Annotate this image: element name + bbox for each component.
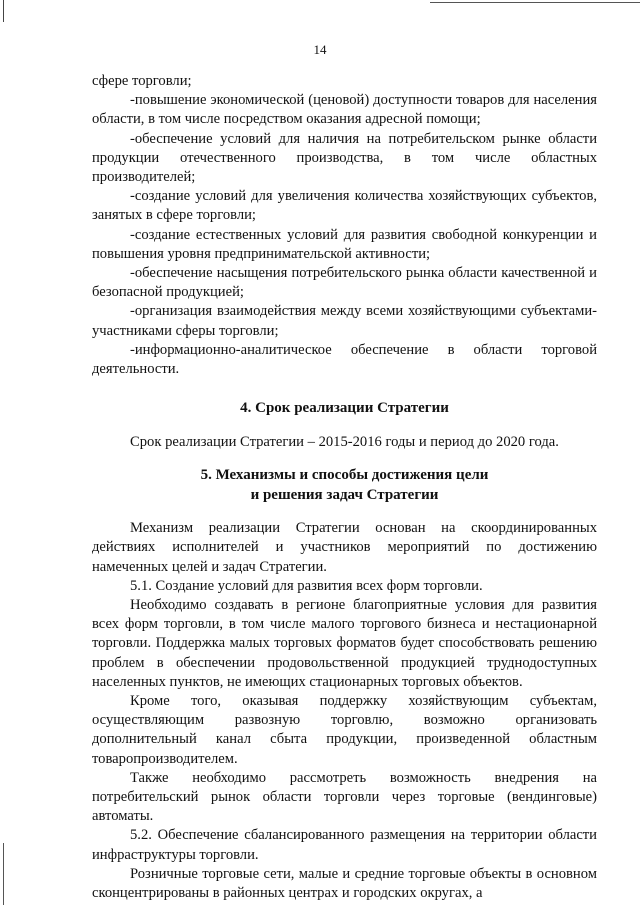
document-body — [92, 72, 597, 903]
scan-border-left — [3, 0, 4, 22]
list-item: -обеспечение условий для наличия на потребительском рынке области продукции отечественного производства, в том числе областных производителей; — [92, 130, 597, 186]
paragraph: сфере торговли; — [92, 73, 192, 89]
paragraph: Срок реализации Стратегии – 2015-2016 годы и период до 2020 года. — [130, 433, 559, 450]
paragraph: Необходимо создавать в регионе благоприятные условия для развития всех форм торговли, в том числе малого торгового бизнеса и нестационарной торговли. Поддержка малых торговых форматов будет способствовать решению проблем в обеспечении продовольственной продукцией труднодоступных населенных пунктов, не имеющих стационарных торговых объектов. — [92, 597, 597, 690]
list-item: -создание условий для увеличения количества хозяйствующих субъектов, занятых в сфере торговли; — [92, 188, 597, 224]
section-heading-line2: и решения задач Стратегии — [250, 486, 439, 503]
section-heading-line1: 5. Механизмы и способы достижения цели — [200, 467, 489, 484]
paragraph: Кроме того, оказывая поддержку хозяйствующим субъектам, осуществляющим развозную торговлю, возможно организовать дополнительный канал сбыта продукции, произведенной областным товаропроизводителем. — [92, 693, 597, 767]
paragraph: Механизм реализации Стратегии основан на скоординированных действиях исполнителей и участников мероприятий по достижению намеченных целей и задач Стратегии. — [92, 520, 597, 575]
subsection-heading: 5.1. Создание условий для развития всех форм торговли. — [130, 577, 483, 594]
section-heading: 4. Срок реализации Стратегии — [240, 400, 449, 417]
list-item: -создание естественных условий для развития свободной конкуренции и повышения уровня предпринимательской активности; — [92, 226, 597, 262]
scan-border-top — [430, 2, 640, 3]
list-item: -информационно-аналитическое обеспечение в области торговой деятельности. — [92, 341, 597, 378]
paragraph: Также необходимо рассмотреть возможность внедрения на потребительский рынок области торговли через торговые (вендинговые) автоматы. — [92, 769, 597, 825]
paragraph: Розничные торговые сети, малые и средние торговые объекты в основном сконцентрированы в районных центрах и городских округах, а — [92, 865, 597, 902]
page-number: 14 — [313, 42, 327, 57]
list-item: -повышение экономической (ценовой) доступности товаров для населения области, в том числе посредством оказания адресной помощи; — [92, 92, 597, 128]
scan-margin-mark — [3, 843, 4, 905]
subsection-heading: 5.2. Обеспечение сбалансированного размещения на территории области инфраструктуры торговли. — [92, 827, 597, 863]
list-item: -обеспечение насыщения потребительского рынка области качественной и безопасной продукцией; — [92, 265, 597, 301]
list-item: -организация взаимодействия между всеми хозяйствующими субъектами-участниками сферы торговли; — [92, 303, 597, 339]
